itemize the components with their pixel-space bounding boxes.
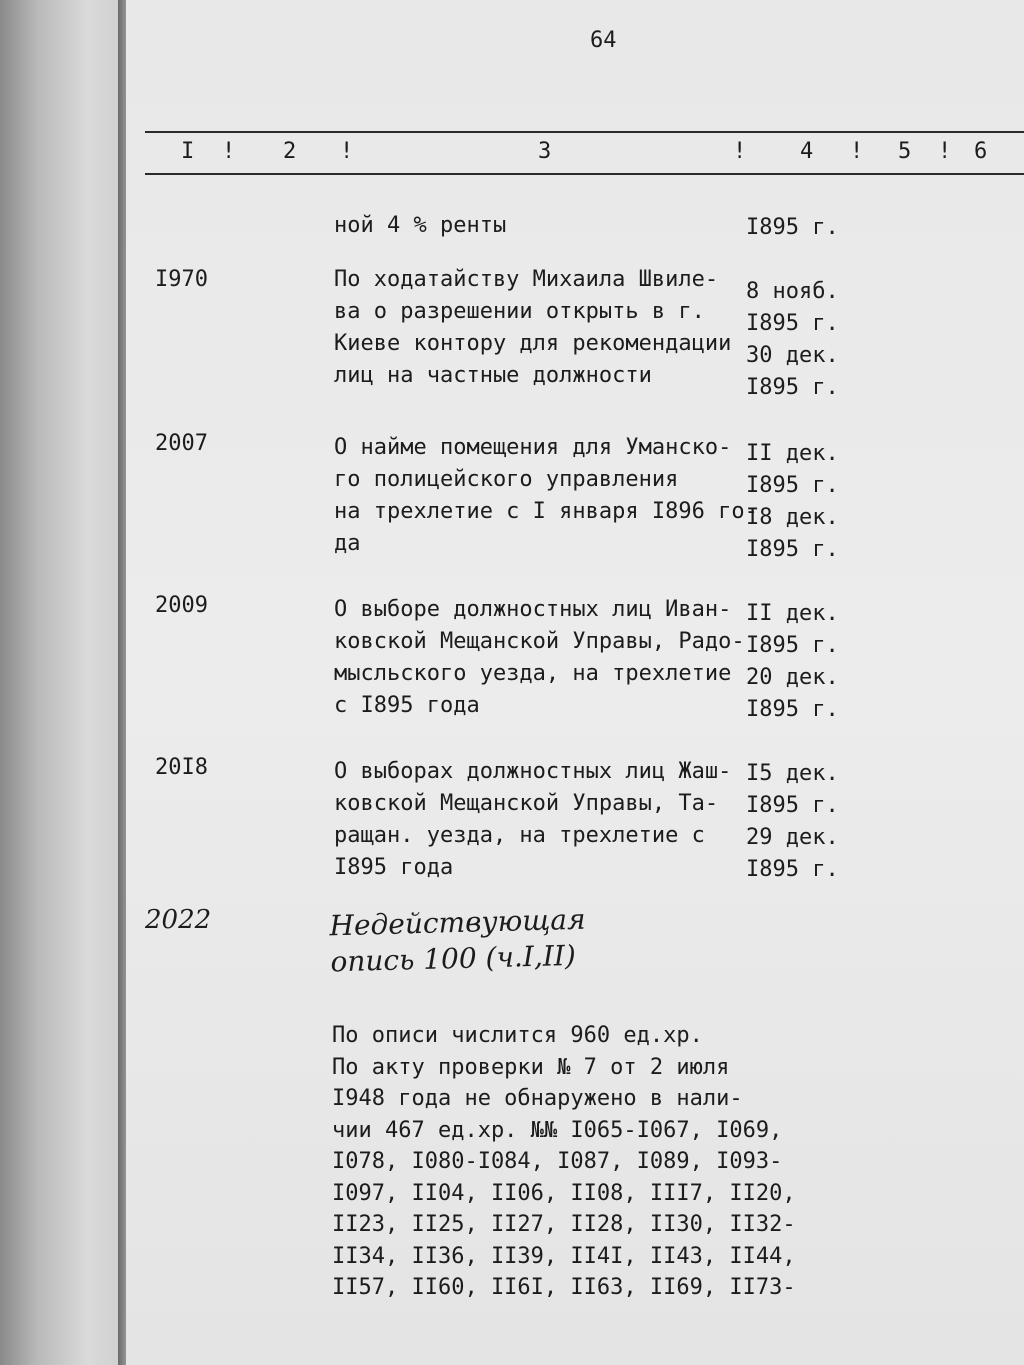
handwritten-note-line-2: опись 100 (ч.I,II) xyxy=(330,938,577,979)
note-line-7: II23, II25, II27, II28, II30, II32- xyxy=(332,1212,796,1237)
entry-1-line-3: Киеве контору для рекомендации xyxy=(334,331,732,356)
column-header-6: 6 xyxy=(974,139,988,164)
entry-1-date-1: 8 нояб. xyxy=(746,279,839,304)
note-line-6: I097, II04, II06, II08, III7, II20, xyxy=(332,1180,796,1206)
handwritten-entry-number: 2022 xyxy=(145,905,212,935)
header-rule-top xyxy=(145,131,1024,133)
column-header-4: 4 xyxy=(800,139,814,164)
entry-3-line-2: ковской Мещанской Управы, Радо- xyxy=(334,629,745,654)
column-separator-5: ! xyxy=(938,139,952,164)
entry-2-date-2: I895 г. xyxy=(746,473,839,498)
entry-2-date-3: I8 дек. xyxy=(746,505,839,530)
entry-3-date-1: II дек. xyxy=(746,601,839,626)
entry-4-description xyxy=(334,756,754,884)
entry-3-line-4: с I895 года xyxy=(334,693,480,718)
column-separator-1: ! xyxy=(222,139,236,164)
inventory-note xyxy=(332,1020,796,1304)
entry-3-dates xyxy=(746,598,866,726)
entry-2-date-4: I895 г. xyxy=(746,537,839,562)
entry-1-line-1: По ходатайству Михаила Швиле- xyxy=(334,267,719,292)
entry-0-dates xyxy=(746,212,866,244)
entry-4-date-1: I5 дек. xyxy=(746,761,839,786)
note-line-4: чии 467 ед.хр. №№ I065-I067, I069, xyxy=(332,1117,783,1143)
entry-4-date-2: I895 г. xyxy=(746,793,839,818)
entry-3-date-4: I895 г. xyxy=(746,697,839,722)
entry-1-line-2: ва о разрешении открыть в г. xyxy=(334,299,705,324)
note-line-1: По описи числится 960 ед.хр. xyxy=(332,1023,703,1048)
entry-0-line-1: ной 4 % ренты xyxy=(334,213,507,238)
entry-3-line-3: мысльского уезда, на трехлетие xyxy=(334,661,732,686)
entry-4-date-4: I895 г. xyxy=(746,857,839,882)
entry-2-date-1: II дек. xyxy=(746,441,839,466)
header-rule-bottom xyxy=(145,173,1024,175)
entry-1-date-3: 30 дек. xyxy=(746,343,839,368)
entry-2-dates xyxy=(746,438,866,566)
entry-0-date-1: I895 г. xyxy=(746,215,839,240)
column-separator-3: ! xyxy=(733,139,747,164)
handwritten-note-line-1: Недействующая xyxy=(329,902,586,943)
entry-0-description xyxy=(334,210,754,242)
column-header-5: 5 xyxy=(898,139,912,164)
entry-4-line-2: ковской Мещанской Управы, Та- xyxy=(334,791,719,816)
note-line-8: II34, II36, II39, II4I, II43, II44, xyxy=(332,1243,796,1269)
entry-3-number: 2009 xyxy=(155,593,208,618)
entry-4-date-3: 29 дек. xyxy=(746,825,839,850)
entry-4-line-4: I895 года xyxy=(334,855,454,880)
note-line-9: II57, II60, II6I, II63, II69, II73- xyxy=(332,1275,796,1300)
entry-1-number: I970 xyxy=(155,267,208,292)
note-line-5: I078, I080-I084, I087, I089, I093- xyxy=(332,1149,783,1174)
note-line-3: I948 года не обнаружено в нали- xyxy=(332,1086,743,1111)
entry-2-line-1: О найме помещения для Уманско- xyxy=(334,435,732,460)
entry-3-date-2: I895 г. xyxy=(746,633,839,658)
page-number: 64 xyxy=(590,28,617,53)
entry-4-dates xyxy=(746,758,866,886)
column-separator-2: ! xyxy=(340,139,354,164)
entry-3-date-3: 20 дек. xyxy=(746,665,839,690)
column-separator-4: ! xyxy=(850,139,864,164)
handwritten-note xyxy=(329,902,587,981)
entry-4-number: 20I8 xyxy=(155,755,208,780)
entry-1-date-4: I895 г. xyxy=(746,375,839,400)
entry-3-line-1: О выборе должностных лиц Иван- xyxy=(334,597,732,622)
entry-1-date-2: I895 г. xyxy=(746,311,839,336)
page-binding xyxy=(0,0,125,1365)
column-header-1: I xyxy=(181,139,195,164)
entry-3-description xyxy=(334,594,754,722)
entry-2-number: 2007 xyxy=(155,431,208,456)
column-header-2: 2 xyxy=(283,139,297,164)
entry-4-line-1: О выборах должностных лиц Жаш- xyxy=(334,759,732,784)
entry-2-description xyxy=(334,432,758,560)
entry-1-line-4: лиц на частные должности xyxy=(334,363,652,388)
column-header-3: 3 xyxy=(538,139,552,164)
entry-1-dates xyxy=(746,276,866,404)
entry-1-description xyxy=(334,264,754,392)
note-line-2: По акту проверки № 7 от 2 июля xyxy=(332,1054,730,1080)
entry-2-line-3: на трехлетие с I января I896 го- xyxy=(334,499,758,524)
entry-4-line-3: ращан. уезда, на трехлетие с xyxy=(334,823,705,848)
entry-2-line-2: го полицейского управления xyxy=(334,467,679,492)
entry-2-line-4: да xyxy=(334,531,361,556)
